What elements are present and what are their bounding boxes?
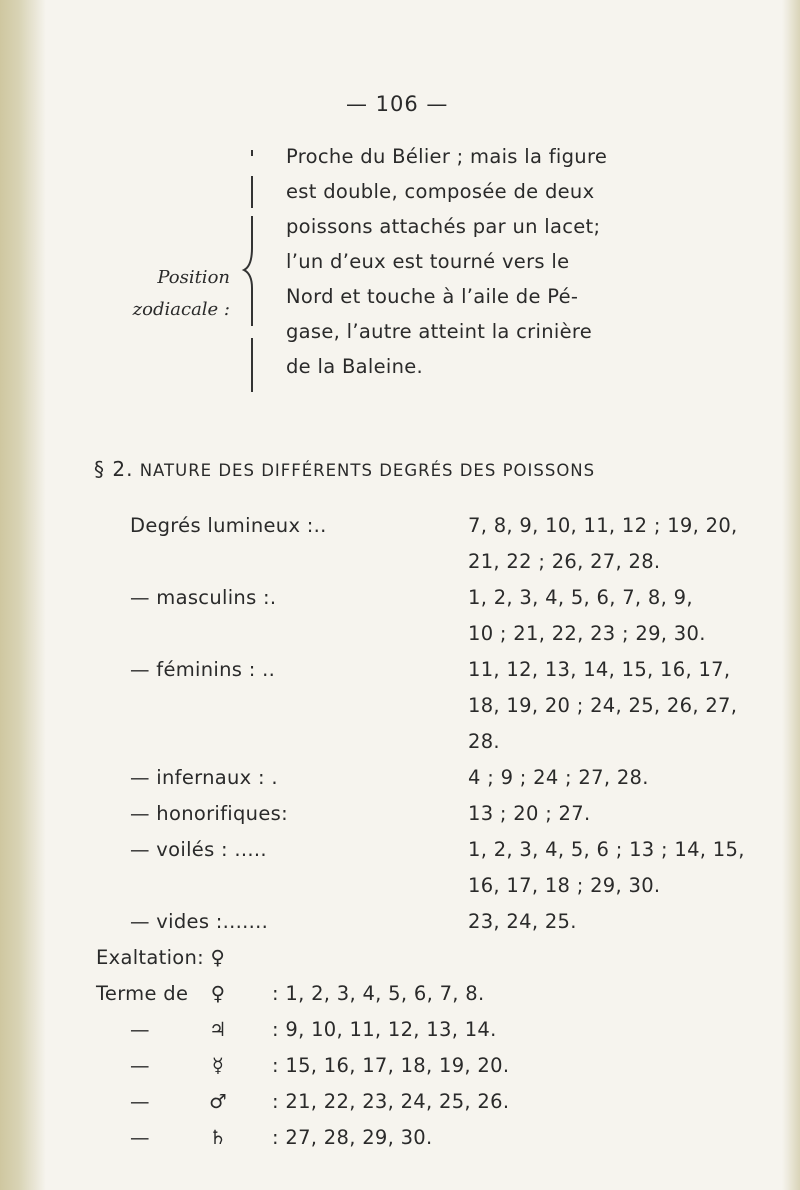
degree-values: 7, 8, 9, 10, 11, 12 ; 19, 20, (468, 514, 738, 537)
terme-prefix: Terme de (96, 982, 189, 1005)
terme-values: : 21, 22, 23, 24, 25, 26. (272, 1090, 510, 1113)
paragraph-line: Nord et touche à l’aile de Pé- (286, 285, 579, 308)
mercury-symbol-icon: ☿ (211, 1054, 225, 1077)
degree-label: — vides :....... (130, 910, 269, 933)
degree-values: 18, 19, 20 ; 24, 25, 26, 27, (468, 694, 738, 717)
degree-values: 13 ; 20 ; 27. (468, 802, 591, 825)
terme-prefix: — (130, 1054, 150, 1077)
section-mark: § 2. (94, 457, 134, 481)
terme-values: : 1, 2, 3, 4, 5, 6, 7, 8. (272, 982, 485, 1005)
paragraph-line: de la Baleine. (286, 355, 424, 378)
degree-values: 11, 12, 13, 14, 15, 16, 17, (468, 658, 731, 681)
margin-note-line: zodiacale : (132, 299, 230, 320)
page-number: — 106 — (346, 92, 449, 116)
degree-values: 1, 2, 3, 4, 5, 6 ; 13 ; 14, 15, (468, 838, 745, 861)
degree-values: 23, 24, 25. (468, 910, 577, 933)
section-heading (94, 457, 595, 481)
margin-note-line: Position (157, 267, 230, 288)
brace (238, 148, 260, 394)
margin-note (120, 262, 230, 326)
terme-prefix: — (130, 1018, 150, 1041)
jupiter-symbol-icon: ♃ (209, 1018, 227, 1041)
degree-label: — honorifiques: (130, 802, 288, 825)
page-edge-left (0, 0, 46, 1190)
paragraph-line: l’un d’eux est tourné vers le (286, 250, 570, 273)
terme-values: : 15, 16, 17, 18, 19, 20. (272, 1054, 510, 1077)
degree-label: — voilés : ..... (130, 838, 267, 861)
exaltation: Exaltation: ♀ (96, 946, 226, 969)
degree-values: 10 ; 21, 22, 23 ; 29, 30. (468, 622, 706, 645)
page-edge-right (782, 0, 800, 1190)
degree-label: — féminins : .. (130, 658, 276, 681)
paragraph-line: gase, l’autre atteint la crinière (286, 320, 593, 343)
degree-label: — infernaux : . (130, 766, 278, 789)
degree-label: — masculins :. (130, 586, 277, 609)
degree-label: Degrés lumineux :.. (130, 514, 327, 537)
degree-values: 1, 2, 3, 4, 5, 6, 7, 8, 9, (468, 586, 693, 609)
terme-prefix: — (130, 1126, 150, 1149)
degree-values: 28. (468, 730, 500, 753)
terme-prefix: — (130, 1090, 150, 1113)
degree-values: 21, 22 ; 26, 27, 28. (468, 550, 661, 573)
mars-symbol-icon: ♂ (209, 1090, 227, 1113)
venus-symbol-icon: ♀ (210, 982, 226, 1005)
degree-values: 16, 17, 18 ; 29, 30. (468, 874, 661, 897)
terme-values: : 9, 10, 11, 12, 13, 14. (272, 1018, 497, 1041)
paragraph-line: Proche du Bélier ; mais la figure (286, 145, 608, 168)
section-title: NATURE DES DIFFÉRENTS DEGRÉS DES POISSONS (139, 461, 596, 480)
degree-values: 4 ; 9 ; 24 ; 27, 28. (468, 766, 649, 789)
paragraph-line: est double, composée de deux (286, 180, 595, 203)
saturn-symbol-icon: ♄ (209, 1126, 227, 1149)
terme-values: : 27, 28, 29, 30. (272, 1126, 433, 1149)
paragraph-line: poissons attachés par un lacet; (286, 215, 601, 238)
